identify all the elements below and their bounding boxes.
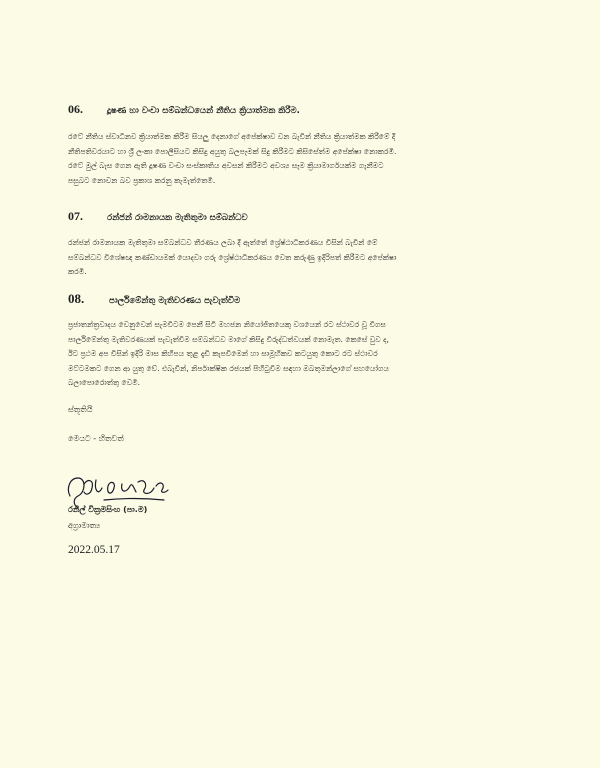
section-number: 07. — [68, 209, 83, 223]
signatory-name: රනිල් වික්‍රමසිංහ (පා.ම) — [68, 505, 148, 514]
paragraph-line: රටේ මුල් බැස ගෙන ඇති දූෂණ වංචා සංස්කෘතිය අවසන් කිරීමට අවශ්‍ය සෑම ක්‍රියාමාර්ගයක්ම ගැනීමට — [68, 161, 384, 170]
section-title: පාර්ලිමේන්තු මැතිවරණය පැවැත්වීම — [109, 296, 241, 306]
paragraph-line: රටේ නීතිය ස්වාධීනව ක්‍රියාත්මක කිරීම සියලු දෙනාගේ අපේක්ෂාව වන බැවින් නීතිය ක්‍රියාත්මක කිරීමේ දී — [68, 132, 396, 141]
paragraph-line: රන්ජන් රාමනායක මැතිතුමා සම්බන්ධව තීරණය ලබා දී ඇත්තේ ශ්‍රේෂ්ඨාධිකරණය විසින් බැවින් මේ — [68, 238, 378, 247]
paragraph-line: නීතිපතිවරයාට හා ශ්‍රී ලංකා පොලීසියට කිසිදු අයුතු බලපෑමක් සිදු කිරීමට කිසිසේත්ම අපේක්ෂා නොකරමි. — [68, 146, 397, 156]
section-06-paragraph — [68, 130, 536, 188]
section-number: 08. — [68, 291, 85, 306]
letter-date: 2022.05.17 — [68, 544, 120, 556]
paragraph-line: සම්බන්ධව විශේෂඥ කණ්ඩායමක් යොදවා ගරු ශ්‍රේෂ්ඨාධිකරණය වෙත කරුණු ඉදිරිපත් කිරීමට අපේක්ෂා — [68, 252, 397, 262]
paragraph-line: මට්ටමකට ගෙන ආ යුතු වේ. එබැවින්, නිර්පාක්ෂික රජයක් පිහිටුවීම සඳහා ඔබතුමන්ලාගේ සහයෝගය — [68, 363, 389, 373]
paragraph-line: පසුබට නොවන බව ප්‍රකාශ කරනු කැමැත්තෙමි. — [68, 175, 216, 185]
closing-regards: මෙයට - හිතවත් — [68, 434, 124, 443]
paragraph-line: පාර්ලිමේන්තු මැතිවරණයක් පැවැත්වීම සම්බන්ධව මාගේ කිසිදු විරුද්ධත්වයක් නොමැත. කෙසේ වුව ද, — [68, 334, 389, 344]
paragraph-line: ඊට ප්‍රථම අප විසින් ඉදිරි මාස කිහිපය තුළ දැඩි කැපවීමෙන් හා සාමූහිකව කටයුතු කොට රට ස්ථාවර — [68, 349, 378, 358]
paragraph-line: කරමි. — [68, 267, 87, 276]
section-07-heading — [68, 209, 248, 224]
section-title: දූෂණ හා වංචා සම්බන්ධයෙන් නීතිය ක්‍රියාත්මක කිරීම. — [107, 106, 300, 116]
paragraph-line: ප්‍රජාතන්ත්‍රවාදය වෙනුවෙන් සැමවිටම පෙනී සිටි මහජන නියෝජිතයෙකු වශයෙන් රට ස්ථාවර වූ විගස — [68, 320, 386, 329]
signatory-title: අග්‍රාමාත්‍ය — [68, 521, 101, 530]
section-number: 06. — [68, 102, 83, 116]
section-06-heading — [68, 102, 300, 117]
section-08-heading — [68, 291, 240, 307]
section-07-paragraph — [68, 236, 536, 280]
paragraph-line: බලාපොරොත්තු වෙමි. — [68, 378, 141, 387]
closing-thanks: ස්තූතියි — [68, 405, 93, 414]
section-08-paragraph — [68, 318, 536, 391]
section-title: රන්ජන් රාමනායක මැතිතුමා සම්බන්ධව — [107, 213, 248, 223]
